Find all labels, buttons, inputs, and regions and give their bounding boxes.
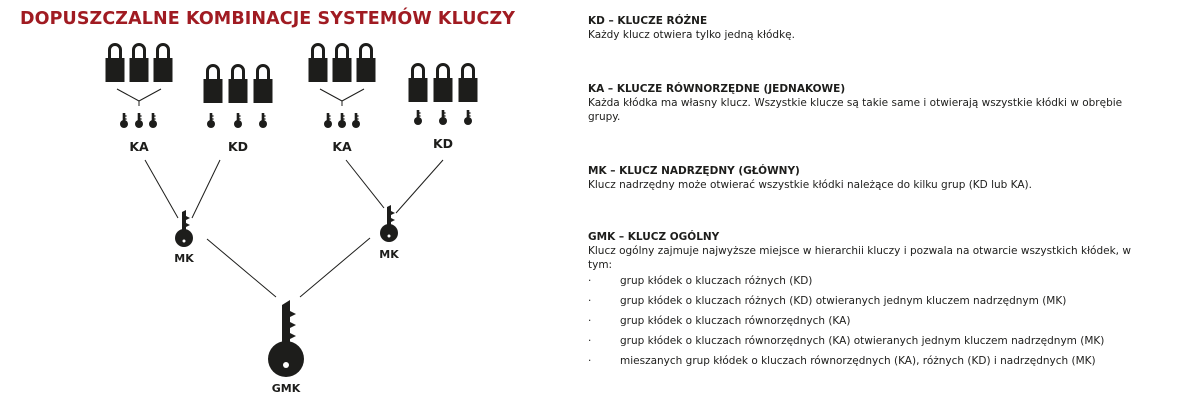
section-mk bbox=[588, 164, 1148, 192]
section-heading-mk: MK – KLUCZ NADRZĘDNY (GŁÓWNY) bbox=[588, 165, 800, 177]
gmk-label: GMK bbox=[271, 382, 301, 395]
section-heading-ka: KA – KLUCZE RÓWNORZĘDNE (JEDNAKOWE) bbox=[588, 83, 846, 95]
mk-label-1: MK bbox=[174, 252, 194, 265]
key-group-3 bbox=[324, 113, 360, 128]
page-title: DOPUSZCZALNE KOMBINACJE SYSTEMÓW KLUCZY bbox=[20, 9, 516, 29]
key-group-4 bbox=[414, 110, 472, 125]
section-kd bbox=[588, 14, 1148, 42]
section-ka bbox=[588, 82, 1148, 124]
key-group-2 bbox=[207, 113, 267, 128]
padlock-group-ka-2 bbox=[309, 45, 376, 83]
mk-key-icon-2 bbox=[380, 205, 398, 242]
list-item: · grup kłódek o kluczach różnych (KD) otwieranych jednym kluczem nadrzędnym (MK) bbox=[588, 295, 1067, 307]
list-item: · mieszanych grup kłódek o kluczach równorzędnych (KA), różnych (KD) i nadrzędnych (MK) bbox=[588, 355, 1096, 367]
section-gmk bbox=[588, 230, 1148, 374]
ka-link-2 bbox=[320, 89, 364, 101]
mk-label-2: MK bbox=[379, 248, 399, 261]
section-heading-kd: KD – KLUCZE RÓŻNE bbox=[588, 15, 708, 27]
list-item: · grup kłódek o kluczach różnych (KD) bbox=[588, 275, 813, 287]
group-label-1: KA bbox=[129, 139, 149, 154]
padlock-group-kd-1 bbox=[204, 66, 273, 104]
mk-key-icon-1 bbox=[175, 210, 193, 247]
key-group-1 bbox=[120, 113, 157, 128]
group-label-4: KD bbox=[432, 136, 454, 151]
connector-lines bbox=[145, 160, 443, 297]
padlock-group-ka-1 bbox=[106, 45, 173, 83]
ka-link-1 bbox=[117, 89, 161, 101]
section-heading-gmk: GMK – KLUCZ OGÓLNY bbox=[588, 231, 720, 243]
section-text-mk: Klucz nadrzędny może otwierać wszystkie kłódki należące do kilku grup (KD lub KA). bbox=[588, 179, 1032, 191]
group-label-3: KA bbox=[332, 139, 352, 154]
gmk-bullet-list bbox=[588, 274, 1148, 368]
list-item: · grup kłódek o kluczach równorzędnych (KA) bbox=[588, 315, 851, 327]
section-text-gmk: Klucz ogólny zajmuje najwyższe miejsce w hierarchii kluczy i pozwala na otwarcie wszystkich kłódek, w tym: bbox=[588, 245, 1131, 271]
gmk-key-icon bbox=[268, 300, 304, 377]
section-text-ka: Każda kłódka ma własny klucz. Wszystkie klucze są takie same i otwierają wszystkie kłódki w obrębie grupy. bbox=[588, 97, 1123, 123]
section-text-kd: Każdy klucz otwiera tylko jedną kłódkę. bbox=[588, 29, 795, 41]
key-system-diagram bbox=[0, 0, 560, 400]
list-item: · grup kłódek o kluczach równorzędnych (KA) otwieranych jednym kluczem nadrzędnym (MK) bbox=[588, 335, 1105, 347]
padlock-group-kd-2 bbox=[409, 65, 478, 103]
group-label-2: KD bbox=[227, 139, 249, 154]
